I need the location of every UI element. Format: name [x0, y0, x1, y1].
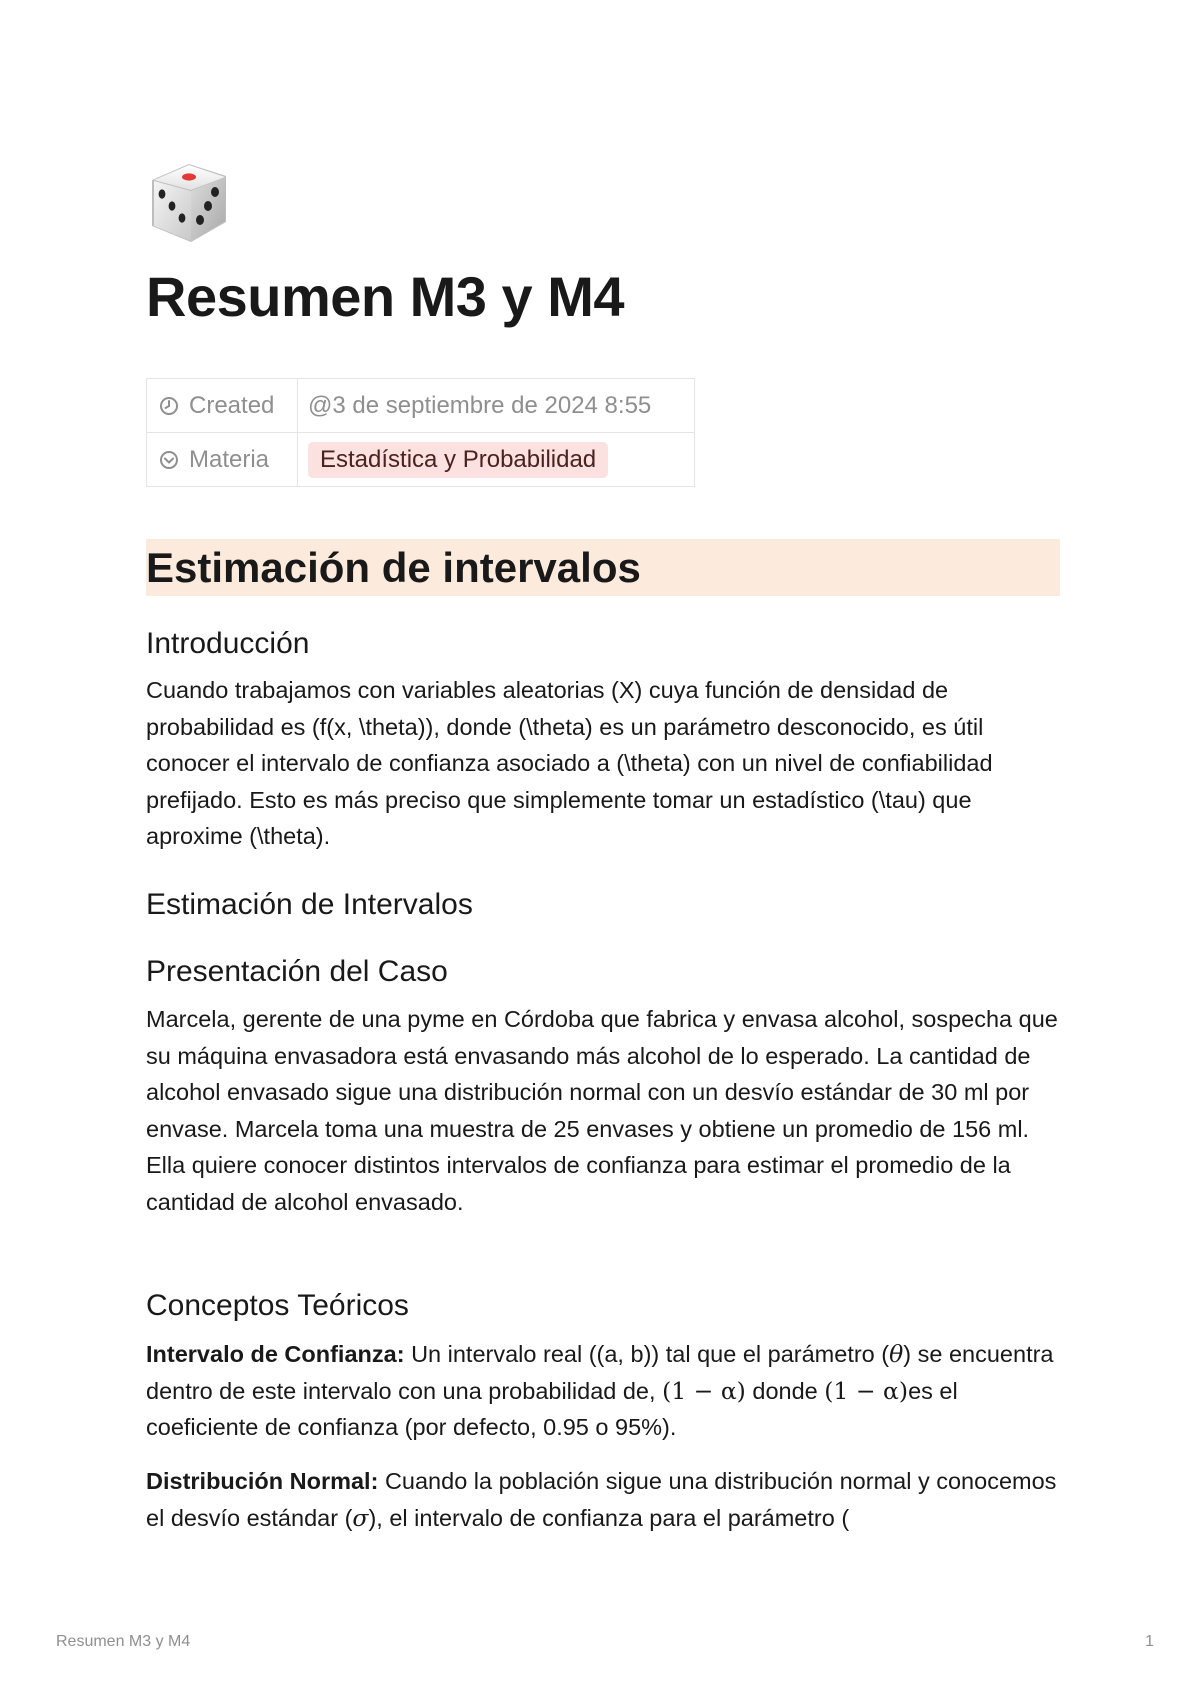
property-row-materia: [147, 433, 695, 487]
materia-label: Materia: [189, 445, 270, 473]
sigma-symbol: σ: [352, 1503, 369, 1532]
property-key-materia: [147, 433, 298, 487]
created-label: Created: [189, 391, 275, 419]
property-value-created[interactable]: [298, 379, 695, 433]
materia-tag[interactable]: Estadística y Probabilidad: [308, 442, 608, 478]
property-row-created: [147, 379, 695, 433]
property-value-materia[interactable]: [298, 433, 695, 487]
ic-text-3: donde: [745, 1377, 825, 1404]
section-heading: Estimación de intervalos: [146, 544, 641, 591]
ic-text-2: ) se encuentra dentro de este intervalo con una probabilidad de,: [146, 1341, 1054, 1404]
intro-heading: Introducción: [146, 627, 310, 660]
footer-page-number: 1: [1145, 1633, 1154, 1650]
dn-text-1: Cuando la población sigue una distribución normal y conocemos el desvío estándar (: [146, 1468, 1057, 1531]
select-chevron-icon: [159, 450, 179, 470]
property-key-created: [147, 379, 298, 433]
caso-paragraph: Marcela, gerente de una pyme en Córdoba que fabrica y envasa alcohol, sospecha que su máquina envasadora está envasando más alcohol de lo esperado. La cantidad de alcohol envasado sigue una distribución normal con un desvío estándar de 30 ml por envase. Marcela toma una muestra de 25 envases y obtiene un promedio de 156 ml. Ella quiere conocer distintos intervalos de confianza para estimar el promedio de la cantidad de alcohol envasado.: [146, 1006, 1058, 1215]
estimacion-heading: Estimación de Intervalos: [146, 888, 473, 921]
dice-icon: [146, 160, 232, 246]
ic-text-1: Un intervalo real ((a, b)) tal que el parámetro (: [404, 1341, 890, 1367]
footer-doc-title: Resumen M3 y M4: [56, 1633, 191, 1650]
intro-paragraph: Cuando trabajamos con variables aleatorias (X) cuya función de densidad de probabilidad es (f(x, \theta)), donde (\theta) es un parámetro desconocido, es útil conocer el intervalo de confianza asociado a (\theta) con un nivel de confiabilidad prefijado. Esto es más preciso que simplemente tomar un estadístico (\tau) que aproxime (\theta).: [146, 677, 993, 850]
dn-text-2: ), el intervalo de confianza para el parámetro (: [368, 1504, 850, 1531]
page-title: Resumen M3 y M4: [146, 265, 624, 328]
distribucion-normal-paragraph: [146, 1463, 1060, 1536]
properties-table: [146, 378, 695, 487]
ic-text-4: es el coeficiente de confianza (por defecto, 0.95 o 95%).: [146, 1377, 958, 1441]
one-minus-alpha-1: (1 − α): [662, 1376, 746, 1405]
created-value: @3 de septiembre de 2024 8:55: [308, 391, 652, 419]
caso-heading: Presentación del Caso: [146, 955, 448, 988]
one-minus-alpha-2: (1 − α): [824, 1376, 909, 1405]
section-heading-block: [146, 539, 1060, 596]
theta-symbol: θ: [889, 1340, 904, 1368]
distribucion-normal-label: Distribución Normal:: [146, 1468, 379, 1494]
conceptos-heading: Conceptos Teóricos: [146, 1289, 409, 1322]
intervalo-confianza-paragraph: [146, 1336, 1060, 1446]
intervalo-confianza-label: Intervalo de Confianza:: [146, 1341, 405, 1367]
clock-icon: [159, 396, 179, 416]
